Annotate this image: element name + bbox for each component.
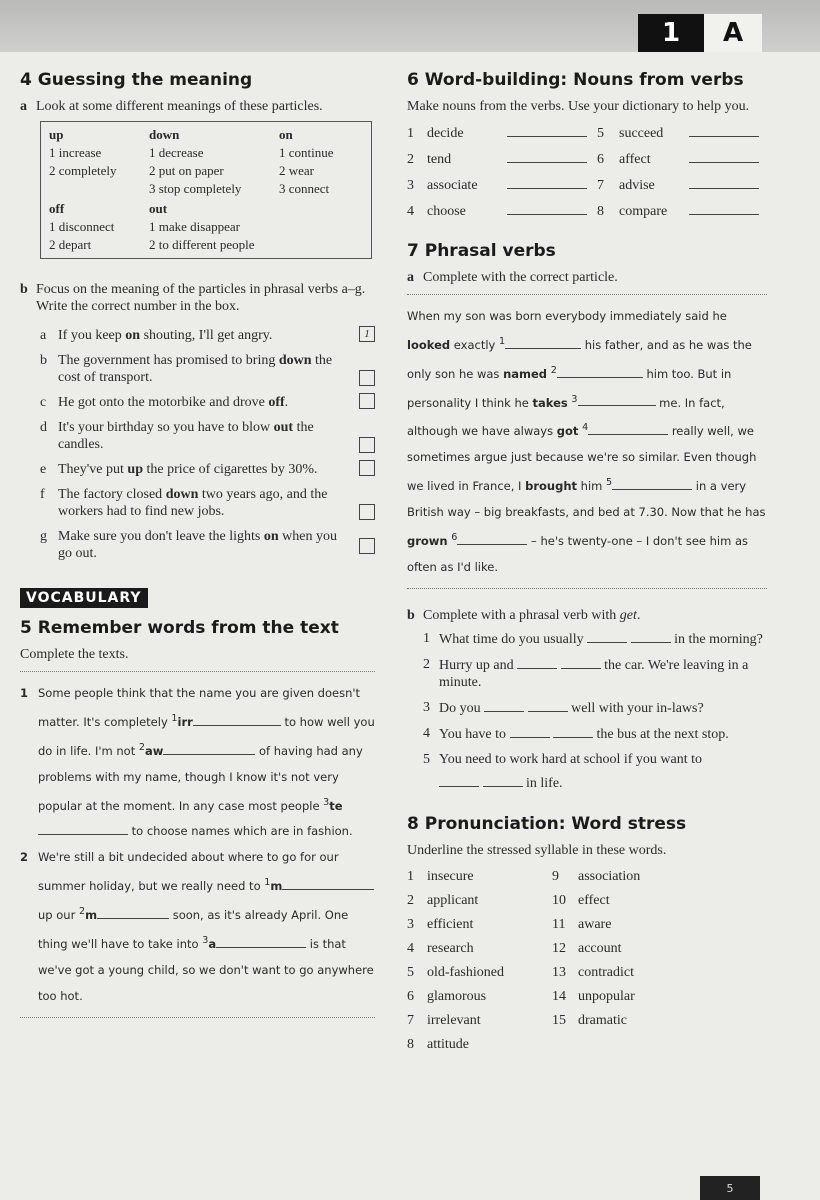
dotted-divider xyxy=(407,294,767,295)
item-number: 2 xyxy=(407,152,414,167)
stress-word[interactable]: old-fashioned xyxy=(427,964,504,980)
verb: decide xyxy=(427,126,464,141)
text-number: 2 xyxy=(20,850,29,865)
verb: tend xyxy=(427,152,452,167)
answer-box[interactable] xyxy=(359,370,375,386)
particle-meaning: 1 continue xyxy=(279,145,334,160)
answer-blank[interactable] xyxy=(439,774,479,787)
answer-box[interactable]: 1 xyxy=(359,326,375,342)
item-text: the bus at the next stop. xyxy=(596,726,729,742)
item-text: You have to xyxy=(439,726,507,742)
item-number: 14 xyxy=(552,988,566,1004)
stress-word[interactable]: applicant xyxy=(427,892,479,908)
list-item xyxy=(407,147,767,173)
answer-blank[interactable] xyxy=(507,124,587,137)
item-number: 15 xyxy=(552,1012,566,1028)
item-number: 11 xyxy=(552,916,566,932)
answer-blank[interactable] xyxy=(631,630,671,643)
text-body: in a very British way – big breakfasts, and bed at 7.30. Now that he has xyxy=(407,479,766,520)
item-particle: on xyxy=(263,529,279,544)
answer-box[interactable] xyxy=(359,504,375,520)
item-number xyxy=(552,1033,578,1057)
particle-meaning: 1 increase xyxy=(49,145,102,160)
item-number: 1 xyxy=(423,630,430,646)
answer-blank[interactable] xyxy=(483,774,523,787)
text-body: him too. But in personality I think he xyxy=(407,366,732,410)
answer-blank[interactable] xyxy=(689,150,759,163)
item-number: 9 xyxy=(552,868,559,884)
item-number: 1 xyxy=(407,868,414,884)
answer-blank[interactable] xyxy=(689,124,759,137)
list-item xyxy=(407,913,767,937)
sub-letter: b xyxy=(20,282,28,297)
list-item xyxy=(40,419,375,453)
item-number: 5 xyxy=(597,126,604,141)
dotted-divider xyxy=(407,588,767,589)
stress-word[interactable]: insecure xyxy=(427,868,474,884)
text-body: me. In fact, although we have always xyxy=(407,395,725,439)
item-number: 8 xyxy=(597,204,604,219)
list-item xyxy=(407,121,767,147)
item-text: The government has promised to bring xyxy=(58,353,279,368)
section-7-title: 7 Phrasal verbs xyxy=(407,241,556,261)
gap-prompt: m xyxy=(270,879,283,894)
list-item xyxy=(423,630,767,648)
particle-meaning: 2 completely xyxy=(49,163,117,178)
verb-bold: got xyxy=(556,424,579,439)
answer-blank[interactable] xyxy=(557,365,643,378)
phrasal-text xyxy=(407,303,767,580)
list-item xyxy=(423,656,767,691)
item-text: when you go out. xyxy=(58,529,337,561)
stress-word[interactable]: attitude xyxy=(427,1036,469,1052)
item-text: It's your birthday so you have to blow xyxy=(58,420,274,435)
answer-blank[interactable] xyxy=(553,725,593,738)
instruction-text: Complete with a phrasal verb with xyxy=(423,607,620,623)
item-number: 1 xyxy=(407,126,414,141)
item-text: the cost of transport. xyxy=(58,353,333,385)
stress-word[interactable]: efficient xyxy=(427,916,474,932)
answer-blank[interactable] xyxy=(588,422,668,435)
item-text: in the morning? xyxy=(674,631,763,647)
instruction-text: Focus on the meaning of the particles in phrasal verbs a–g. Write the correct number in the box. xyxy=(36,282,366,314)
item-text: shouting, I'll get angry. xyxy=(140,328,273,343)
item-particle: on xyxy=(125,328,141,343)
answer-blank[interactable] xyxy=(282,877,374,890)
item-number: 7 xyxy=(407,1012,414,1028)
list-item xyxy=(407,865,767,889)
item-text: The factory closed xyxy=(58,487,166,502)
dotted-divider xyxy=(20,671,375,672)
answer-blank[interactable] xyxy=(38,822,128,835)
list-item xyxy=(40,394,375,411)
section-7a-instruction xyxy=(407,269,767,286)
page-number: 5 xyxy=(700,1176,760,1200)
gap-number: 1 xyxy=(264,877,271,889)
particle-head-out: out xyxy=(149,201,168,216)
answer-blank[interactable] xyxy=(510,725,550,738)
particle-head-on: on xyxy=(279,127,293,142)
gap-prompt: aw xyxy=(144,743,164,758)
get-phrasal-list xyxy=(423,630,767,792)
list-item xyxy=(40,352,375,386)
answer-box[interactable] xyxy=(359,460,375,476)
section-8-instruction: Underline the stressed syllable in these words. xyxy=(407,842,667,858)
answer-blank[interactable] xyxy=(193,713,281,726)
item-number: 8 xyxy=(407,1036,414,1052)
right-column xyxy=(407,70,767,1057)
verb-bold: takes xyxy=(532,395,568,410)
item-text: He got onto the motorbike and drove xyxy=(58,395,269,410)
text-body: exactly xyxy=(450,337,499,352)
verb: affect xyxy=(619,152,651,167)
item-letter: c xyxy=(40,395,47,410)
instruction-text: Look at some different meanings of these particles. xyxy=(36,99,323,114)
verb-bold: looked xyxy=(407,337,451,352)
section-6-instruction: Make nouns from the verbs. Use your dictionary to help you. xyxy=(407,99,750,114)
gap-prompt: irr xyxy=(177,714,193,729)
gap-number: 2 xyxy=(78,906,86,918)
stress-word[interactable] xyxy=(578,1033,728,1057)
item-text: the car. We're leaving in a minute. xyxy=(439,657,749,690)
phrasal-items xyxy=(40,327,375,562)
answer-blank[interactable] xyxy=(505,336,581,349)
text-body: up our xyxy=(38,908,79,923)
particle-head-down: down xyxy=(149,127,180,142)
text-body: – he's twenty-one – I don't see him as often as I'd like. xyxy=(407,533,749,574)
stress-word[interactable]: aware xyxy=(578,916,612,932)
answer-blank[interactable] xyxy=(561,656,601,669)
gap-number: 2 xyxy=(138,741,145,753)
text-body: We're still a bit undecided about where to go for our summer holiday, but we really need to xyxy=(38,850,339,894)
answer-blank[interactable] xyxy=(507,176,587,189)
answer-blank[interactable] xyxy=(484,699,524,712)
text-body: his father, and as he was the only son he was xyxy=(407,337,752,381)
particle-head-off: off xyxy=(49,201,65,216)
item-text: the candles. xyxy=(58,420,314,452)
item-number: 12 xyxy=(552,940,566,956)
section-5-instruction: Complete the texts. xyxy=(20,647,129,662)
noun-building-list xyxy=(407,121,767,225)
item-number: 4 xyxy=(407,204,414,219)
answer-box[interactable] xyxy=(359,437,375,453)
item-text: They've put xyxy=(58,462,128,477)
sub-letter: b xyxy=(407,607,415,623)
section-5-title: 5 Remember words from the text xyxy=(20,618,339,638)
answer-box[interactable] xyxy=(359,393,375,409)
answer-blank[interactable] xyxy=(578,393,656,406)
answer-blank[interactable] xyxy=(457,532,527,545)
verb: choose xyxy=(427,204,466,219)
answer-blank[interactable] xyxy=(517,656,557,669)
verb-bold: named xyxy=(503,366,548,381)
stress-word[interactable]: dramatic xyxy=(578,1012,627,1028)
gap-number: 3 xyxy=(571,393,578,405)
gap-number: 1 xyxy=(171,713,178,724)
item-text: well with your in-laws? xyxy=(571,700,704,716)
gap-number: 6 xyxy=(451,532,458,544)
gap-prompt: a xyxy=(208,936,217,951)
item-number: 4 xyxy=(407,940,414,956)
answer-blank[interactable] xyxy=(216,935,306,948)
answer-blank[interactable] xyxy=(507,202,587,215)
text-body: really well, we sometimes argue just because we're so similar. Even though we lived in France, I xyxy=(407,424,757,494)
particle-meaning: 1 make disappear xyxy=(149,219,240,234)
stress-word[interactable]: effect xyxy=(578,892,610,908)
list-item xyxy=(407,199,767,225)
text-body: of having had any problems with my name, though I know it's not very popular at the moment. In any case most people xyxy=(38,743,363,813)
particle-meaning: 2 depart xyxy=(49,237,92,252)
text-body: is that we've got a young child, so we don't want to go anywhere too hot. xyxy=(38,936,374,1003)
item-particle: up xyxy=(127,462,143,477)
gap-number: 1 xyxy=(499,336,506,347)
sub-letter: a xyxy=(20,99,27,114)
instruction-text: Complete with the correct particle. xyxy=(423,270,618,285)
answer-blank[interactable] xyxy=(689,176,759,189)
gap-prompt: m xyxy=(85,908,98,923)
unit-letter-tab: A xyxy=(704,14,762,52)
item-letter: e xyxy=(40,462,47,477)
item-text: If you keep xyxy=(58,328,126,343)
item-text: in life. xyxy=(526,775,563,791)
list-item xyxy=(40,486,375,520)
item-number: 3 xyxy=(407,178,414,193)
gap-number: 3 xyxy=(202,935,209,947)
particle-head-up: up xyxy=(49,127,64,142)
text-body: to choose names which are in fashion. xyxy=(128,824,353,839)
item-text: . xyxy=(284,395,289,410)
list-item xyxy=(407,985,767,1009)
item-number: 6 xyxy=(407,988,414,1004)
item-number: 13 xyxy=(552,964,566,980)
stress-word[interactable]: glamorous xyxy=(427,988,487,1004)
section-4a-instruction xyxy=(20,98,375,115)
item-letter: d xyxy=(40,420,47,435)
section-8-title: 8 Pronunciation: Word stress xyxy=(407,813,687,834)
vocabulary-banner: VOCABULARY xyxy=(20,588,148,608)
dotted-divider xyxy=(20,1017,375,1018)
item-particle: out xyxy=(273,420,294,435)
answer-blank[interactable] xyxy=(507,150,587,163)
item-number: 4 xyxy=(423,725,430,741)
word-stress-list xyxy=(407,865,767,1057)
answer-blank[interactable] xyxy=(612,477,692,490)
left-column xyxy=(20,70,375,1026)
section-4b-instruction xyxy=(20,281,375,315)
answer-box[interactable] xyxy=(359,538,375,554)
particle-meaning: 2 put on paper xyxy=(149,163,224,178)
list-item xyxy=(407,961,767,985)
text-body: When my son was born everybody immediately said he xyxy=(407,309,727,323)
item-text: Do you xyxy=(439,700,481,716)
particle-meaning: 1 disconnect xyxy=(49,219,115,234)
stress-word[interactable]: unpopular xyxy=(578,988,635,1004)
item-text: What time do you usually xyxy=(439,631,584,647)
list-item xyxy=(407,1033,767,1057)
answer-blank[interactable] xyxy=(689,202,759,215)
item-letter: a xyxy=(40,328,47,343)
item-number: 3 xyxy=(423,699,430,715)
list-item xyxy=(423,725,767,743)
gap-prompt: te xyxy=(329,798,343,813)
item-particle: off xyxy=(268,395,285,410)
item-number: 2 xyxy=(423,656,430,672)
item-letter: g xyxy=(40,529,47,544)
sub-letter: a xyxy=(407,270,414,285)
list-item xyxy=(407,937,767,961)
particle-meaning: 1 decrease xyxy=(149,145,204,160)
stress-word[interactable]: research xyxy=(427,940,474,956)
text-2 xyxy=(20,844,375,1008)
text-body: soon, as it's already April. One thing we'll have to take into xyxy=(38,908,349,951)
verb: associate xyxy=(427,178,478,193)
item-number: 2 xyxy=(407,892,414,908)
item-number: 6 xyxy=(597,152,604,167)
item-number: 7 xyxy=(597,178,604,193)
gap-number: 2 xyxy=(550,364,557,376)
list-item xyxy=(423,699,767,717)
item-particle: down xyxy=(165,487,199,502)
verb: succeed xyxy=(619,126,664,141)
list-item xyxy=(407,173,767,199)
item-text: Hurry up and xyxy=(439,657,514,673)
item-letter: f xyxy=(40,487,45,502)
section-7b-instruction xyxy=(407,607,767,624)
item-text: You need to work hard at school if you want to xyxy=(439,751,702,767)
particle-meaning: 3 stop completely xyxy=(149,181,242,196)
stress-word[interactable]: irrelevant xyxy=(427,1012,481,1028)
answer-blank[interactable] xyxy=(163,742,255,755)
list-item xyxy=(407,1009,767,1033)
text-1 xyxy=(20,680,375,844)
item-number: 10 xyxy=(552,892,566,908)
list-item xyxy=(40,327,375,344)
item-number: 5 xyxy=(423,751,430,767)
text-body: to how well you do in life. I'm not xyxy=(38,714,375,758)
answer-blank[interactable] xyxy=(587,630,627,643)
item-text: two years ago, and the workers had to find new jobs. xyxy=(58,487,328,519)
item-number: 3 xyxy=(407,916,414,932)
text-body: Some people think that the name you are given doesn't matter. It's completely xyxy=(38,686,361,729)
unit-number-tab: 1 xyxy=(638,14,704,52)
item-number: 5 xyxy=(407,964,414,980)
stress-word[interactable]: contradict xyxy=(578,964,634,980)
item-particle: down xyxy=(278,353,312,368)
answer-blank[interactable] xyxy=(528,699,568,712)
stress-word[interactable]: association xyxy=(578,868,641,884)
gap-number: 5 xyxy=(606,477,613,489)
text-body: him xyxy=(577,479,607,494)
gap-number: 4 xyxy=(582,422,589,434)
verb-bold: grown xyxy=(407,533,448,548)
item-text: the price of cigarettes by 30%. xyxy=(142,462,318,477)
answer-blank[interactable] xyxy=(97,906,169,919)
particles-table xyxy=(40,121,372,259)
section-6-title: 6 Word-building: Nouns from verbs xyxy=(407,70,744,90)
verb: compare xyxy=(619,204,668,219)
list-item xyxy=(423,751,767,792)
list-item xyxy=(40,461,375,478)
instruction-text: . xyxy=(636,607,641,623)
gap-number: 3 xyxy=(323,796,330,808)
particle-meaning: 3 connect xyxy=(279,181,330,196)
text-number: 1 xyxy=(20,686,29,700)
particle-meaning: 2 to different people xyxy=(149,237,255,252)
verb-bold: brought xyxy=(525,479,578,494)
stress-word[interactable]: account xyxy=(578,940,622,956)
verb: advise xyxy=(619,178,655,193)
instruction-verb: get xyxy=(619,607,637,623)
section-4-title: 4 Guessing the meaning xyxy=(20,70,253,90)
item-letter: b xyxy=(40,353,47,368)
item-text: Make sure you don't leave the lights xyxy=(58,529,264,544)
particle-meaning: 2 wear xyxy=(279,163,315,178)
list-item xyxy=(407,889,767,913)
list-item xyxy=(40,528,375,562)
